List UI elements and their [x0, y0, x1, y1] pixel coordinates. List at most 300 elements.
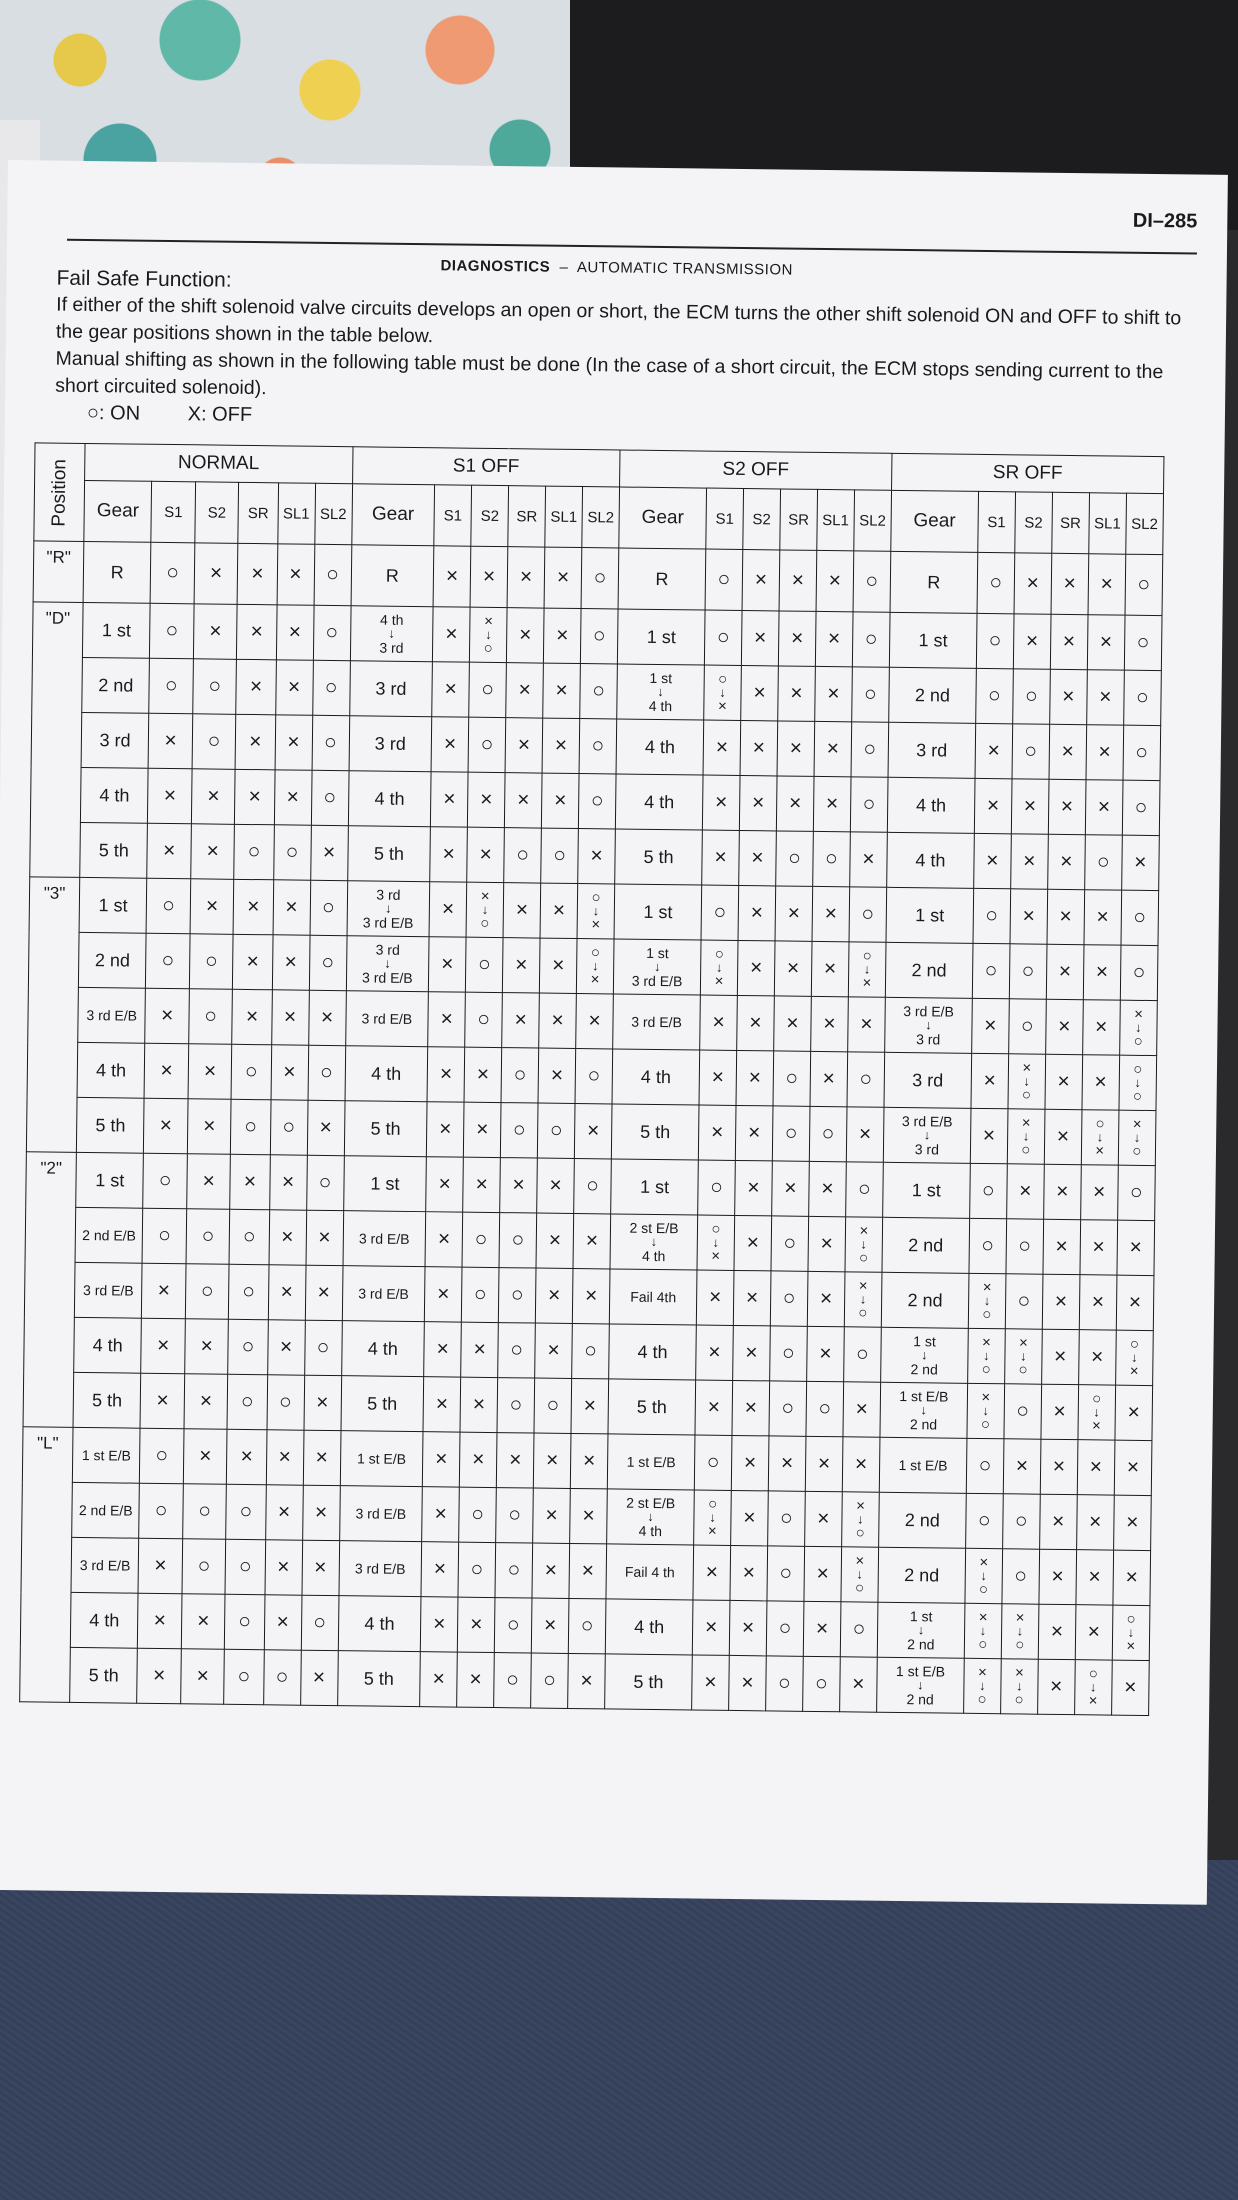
- solenoid-state-cell: ○: [1002, 1494, 1040, 1549]
- solenoid-state-cell: ×: [1088, 554, 1126, 615]
- solenoid-state-cell: ○: [1006, 1219, 1044, 1274]
- solenoid-state-cell: ×: [183, 1429, 227, 1485]
- solenoid-state-cell: ×: [144, 1098, 188, 1154]
- solenoid-state-cell: × ↓ ○: [1000, 1659, 1038, 1714]
- solenoid-state-cell: ×: [1085, 780, 1123, 835]
- solenoid-state-cell: ×: [850, 832, 888, 887]
- solenoid-state-cell: ×: [541, 773, 579, 828]
- solenoid-state-cell: ×: [740, 720, 778, 775]
- solenoid-state-cell: × ↓ ○: [963, 1658, 1001, 1713]
- solenoid-state-cell: ×: [308, 990, 346, 1045]
- solenoid-state-cell: ○: [568, 1598, 606, 1653]
- solenoid-state-cell: ○: [189, 934, 233, 990]
- solenoid-state-cell: ×: [1080, 1165, 1118, 1220]
- solenoid-state-cell: ○: [806, 1381, 844, 1436]
- solenoid-state-cell: ○: [770, 1326, 808, 1381]
- solenoid-state-cell: ×: [742, 550, 780, 611]
- solenoid-state-cell: ×: [531, 1598, 569, 1653]
- solenoid-state-cell: ×: [1039, 1494, 1077, 1549]
- solenoid-state-cell: ×: [235, 769, 275, 824]
- gear-cell: 1 st: [343, 1156, 426, 1212]
- solenoid-state-cell: ×: [423, 1432, 461, 1487]
- solenoid-state-cell: ○: [498, 1268, 536, 1323]
- solenoid-state-cell: ○ ↓ ×: [1081, 1110, 1119, 1165]
- solenoid-state-cell: ×: [540, 883, 578, 938]
- group-normal: NORMAL: [85, 443, 353, 483]
- solenoid-state-cell: ×: [185, 1319, 229, 1375]
- solenoid-state-cell: ×: [275, 715, 313, 770]
- solenoid-state-cell: ×: [302, 1540, 340, 1595]
- table-head: [34, 443, 1164, 555]
- solenoid-state-cell: ×: [1041, 1384, 1079, 1439]
- solenoid-state-cell: ×: [420, 1652, 458, 1707]
- solenoid-state-cell: ×: [505, 773, 543, 828]
- solenoid-state-cell: ○: [767, 1546, 805, 1601]
- solenoid-state-cell: ×: [741, 611, 779, 666]
- gear-cell: 4 th: [887, 832, 975, 888]
- solenoid-state-cell: ×: [696, 1270, 734, 1325]
- solenoid-state-cell: ×: [775, 886, 813, 941]
- solenoid-state-cell: ×: [734, 1215, 772, 1270]
- subheader-gear: Gear: [619, 487, 707, 549]
- subheader-gear: Gear: [891, 490, 979, 552]
- solenoid-state-cell: ×: [1011, 779, 1049, 834]
- solenoid-state-cell: ○: [469, 662, 507, 717]
- solenoid-state-cell: ×: [193, 604, 237, 660]
- solenoid-state-cell: ○: [853, 551, 891, 612]
- gear-cell: 1 st ↓ 2 nd: [877, 1602, 965, 1658]
- solenoid-state-cell: × ↓ ○: [466, 882, 504, 937]
- solenoid-state-cell: ×: [733, 1270, 771, 1325]
- solenoid-state-cell: ×: [304, 1375, 342, 1430]
- solenoid-state-cell: ×: [703, 720, 741, 775]
- solenoid-state-cell: ×: [468, 772, 506, 827]
- solenoid-state-cell: ×: [735, 1160, 773, 1215]
- gear-cell: 2 nd E/B: [72, 1482, 140, 1538]
- solenoid-state-cell: ○: [772, 1106, 810, 1161]
- solenoid-state-cell: ×: [537, 1158, 575, 1213]
- group-s2-off: S2 OFF: [620, 450, 892, 490]
- solenoid-state-cell: ×: [1082, 1055, 1120, 1110]
- manual-page: [0, 160, 1228, 1905]
- solenoid-state-cell: ○: [497, 1378, 535, 1433]
- solenoid-state-cell: ×: [768, 1436, 806, 1491]
- solenoid-state-cell: ○: [768, 1491, 806, 1546]
- subheader-s1: S1: [434, 485, 472, 546]
- solenoid-state-cell: ○: [231, 1044, 271, 1099]
- solenoid-state-cell: × ↓ ○: [1007, 1109, 1045, 1164]
- solenoid-state-cell: ×: [1011, 834, 1049, 889]
- solenoid-state-cell: ×: [1083, 945, 1121, 1000]
- solenoid-state-cell: ○: [773, 1051, 811, 1106]
- position-label: "R": [33, 541, 84, 603]
- solenoid-state-cell: ×: [424, 1322, 462, 1377]
- gear-cell: 4 th: [74, 1317, 142, 1373]
- solenoid-state-cell: ×: [500, 1158, 538, 1213]
- solenoid-state-cell: ×: [739, 775, 777, 830]
- solenoid-state-cell: ×: [505, 718, 543, 773]
- solenoid-state-cell: ○: [1120, 945, 1158, 1000]
- solenoid-state-cell: ×: [227, 1429, 267, 1484]
- solenoid-state-cell: ×: [1079, 1275, 1117, 1330]
- gear-cell: 3 rd: [888, 722, 976, 778]
- solenoid-state-cell: ×: [503, 938, 541, 993]
- solenoid-state-cell: ×: [840, 1657, 878, 1712]
- solenoid-state-cell: ○: [1004, 1384, 1042, 1439]
- solenoid-state-cell: ○ ↓ ×: [1112, 1605, 1150, 1660]
- gear-cell: 1 st E/B: [340, 1431, 423, 1487]
- legend-off: X: OFF: [187, 403, 253, 427]
- solenoid-state-cell: ×: [729, 1655, 767, 1710]
- solenoid-state-cell: ×: [236, 659, 276, 714]
- gear-cell: R: [890, 551, 978, 613]
- solenoid-state-cell: ○ ↓ ×: [700, 940, 738, 995]
- solenoid-state-cell: ○: [225, 1594, 265, 1649]
- solenoid-state-cell: ×: [735, 1105, 773, 1160]
- solenoid-state-cell: ×: [271, 990, 309, 1045]
- solenoid-state-cell: ×: [737, 940, 775, 995]
- gear-cell: 5 th: [70, 1647, 138, 1703]
- solenoid-state-cell: ×: [233, 879, 273, 934]
- solenoid-state-cell: ○: [701, 885, 739, 940]
- solenoid-state-cell: ×: [730, 1545, 768, 1600]
- solenoid-state-cell: ×: [464, 1102, 502, 1157]
- gear-cell: 5 th: [344, 1101, 427, 1157]
- subheader-s1: S1: [978, 491, 1016, 552]
- solenoid-state-cell: ×: [1039, 1549, 1077, 1604]
- solenoid-state-cell: ×: [692, 1655, 730, 1710]
- gear-cell: 4 th: [605, 1599, 693, 1655]
- gear-cell: 5 th: [611, 1104, 699, 1160]
- solenoid-state-cell: ×: [811, 996, 849, 1051]
- gear-cell: 3 rd E/B: [345, 991, 428, 1047]
- solenoid-state-cell: ×: [1117, 1220, 1155, 1275]
- subheader-s1: S1: [706, 488, 744, 549]
- solenoid-state-cell: ○ ↓ ×: [1115, 1330, 1153, 1385]
- solenoid-state-cell: ○: [313, 605, 351, 660]
- solenoid-state-cell: ○: [494, 1598, 532, 1653]
- solenoid-state-cell: ×: [539, 938, 577, 993]
- solenoid-state-cell: ×: [539, 993, 577, 1048]
- solenoid-state-cell: ○: [1009, 944, 1047, 999]
- solenoid-state-cell: ×: [235, 714, 275, 769]
- gear-cell: 1 st: [617, 609, 705, 665]
- solenoid-state-cell: ×: [423, 1377, 461, 1432]
- solenoid-state-cell: ×: [570, 1433, 608, 1488]
- solenoid-state-cell: ×: [307, 1100, 345, 1155]
- solenoid-state-cell: × ↓ ○: [844, 1272, 882, 1327]
- solenoid-state-cell: ×: [532, 1543, 570, 1598]
- solenoid-state-cell: ×: [265, 1540, 303, 1595]
- solenoid-state-cell: ×: [1050, 669, 1088, 724]
- subheader-sl1: SL1: [1089, 493, 1127, 554]
- solenoid-state-cell: ×: [1048, 779, 1086, 834]
- gear-cell: 2 nd: [78, 932, 146, 988]
- solenoid-state-cell: ×: [1086, 725, 1124, 780]
- solenoid-state-cell: ×: [972, 998, 1010, 1053]
- solenoid-state-cell: ○: [581, 548, 619, 609]
- solenoid-state-cell: ○: [309, 935, 347, 990]
- gear-cell: Fail 4th: [609, 1269, 697, 1325]
- gear-cell: 5 th: [615, 829, 703, 885]
- gear-cell: 4 th: [80, 767, 148, 823]
- solenoid-state-cell: ○: [192, 714, 236, 770]
- gear-cell: 1 st: [886, 887, 974, 943]
- solenoid-state-cell: ×: [461, 1322, 499, 1377]
- solenoid-state-cell: ×: [147, 823, 191, 879]
- solenoid-state-cell: ×: [842, 1437, 880, 1492]
- gear-cell: 2 nd: [879, 1492, 967, 1548]
- solenoid-state-cell: × ↓ ○: [1118, 1110, 1156, 1165]
- solenoid-state-cell: ×: [1084, 890, 1122, 945]
- solenoid-state-cell: ×: [731, 1435, 769, 1490]
- solenoid-state-cell: ×: [137, 1648, 181, 1704]
- solenoid-state-cell: ○: [1123, 670, 1161, 725]
- solenoid-state-cell: ○ ↓ ○: [1119, 1055, 1157, 1110]
- solenoid-state-cell: ×: [1006, 1164, 1044, 1219]
- solenoid-state-cell: ×: [729, 1600, 767, 1655]
- solenoid-state-cell: ×: [815, 666, 853, 721]
- solenoid-state-cell: ○: [227, 1374, 267, 1429]
- solenoid-state-cell: ○: [143, 1153, 187, 1209]
- solenoid-state-cell: ×: [429, 882, 467, 937]
- solenoid-state-cell: ×: [848, 997, 886, 1052]
- solenoid-state-cell: ○: [496, 1488, 534, 1543]
- gear-cell: 4 th: [348, 771, 431, 827]
- solenoid-state-cell: ×: [1115, 1385, 1153, 1440]
- gear-cell: 3 rd E/B: [339, 1486, 422, 1542]
- solenoid-state-cell: ×: [807, 1271, 845, 1326]
- gear-cell: R: [618, 548, 706, 610]
- subheader-s1: S1: [151, 481, 195, 543]
- solenoid-state-cell: ×: [816, 550, 854, 611]
- solenoid-state-cell: ×: [536, 1213, 574, 1268]
- solenoid-state-cell: ×: [1051, 553, 1089, 614]
- solenoid-state-cell: ○: [580, 609, 618, 664]
- gear-cell: 1 st: [82, 602, 150, 658]
- solenoid-state-cell: ×: [569, 1543, 607, 1598]
- solenoid-state-cell: ○: [977, 552, 1015, 613]
- gear-cell: 5 th: [80, 822, 148, 878]
- solenoid-state-cell: ○: [462, 1267, 500, 1322]
- solenoid-state-cell: ×: [974, 833, 1012, 888]
- solenoid-state-cell: ×: [459, 1432, 497, 1487]
- gear-cell: 1 st E/B ↓ 2 nd: [877, 1657, 965, 1713]
- subheader-sl1: SL1: [545, 486, 583, 547]
- solenoid-state-cell: ○: [970, 1163, 1008, 1218]
- solenoid-state-cell: ×: [814, 721, 852, 776]
- solenoid-state-cell: ○: [308, 1045, 346, 1100]
- solenoid-state-cell: ○: [267, 1375, 305, 1430]
- solenoid-state-cell: ○: [966, 1493, 1004, 1548]
- solenoid-state-cell: ○: [304, 1320, 342, 1375]
- gear-cell: 4 th ↓ 3 rd: [350, 606, 433, 662]
- gear-cell: 4 th: [612, 1049, 700, 1105]
- subheader-s2: S2: [743, 489, 781, 550]
- solenoid-state-cell: ×: [303, 1430, 341, 1485]
- solenoid-state-cell: ○: [574, 1158, 612, 1213]
- subheader-s2: S2: [471, 485, 509, 546]
- solenoid-state-cell: ×: [571, 1378, 609, 1433]
- group-s1-off: S1 OFF: [352, 447, 620, 487]
- solenoid-state-cell: ×: [702, 775, 740, 830]
- solenoid-state-cell: ○: [183, 1484, 227, 1540]
- solenoid-state-cell: ○: [312, 660, 350, 715]
- solenoid-state-cell: ○: [844, 1327, 882, 1382]
- solenoid-state-cell: ○: [273, 825, 311, 880]
- solenoid-state-cell: ○ ↓ ×: [848, 942, 886, 997]
- solenoid-state-cell: ×: [277, 544, 315, 605]
- solenoid-state-cell: ×: [731, 1490, 769, 1545]
- solenoid-state-cell: ×: [700, 995, 738, 1050]
- solenoid-state-cell: ×: [576, 994, 614, 1049]
- solenoid-state-cell: ×: [572, 1268, 610, 1323]
- solenoid-state-cell: ×: [431, 772, 469, 827]
- solenoid-state-cell: ×: [432, 662, 470, 717]
- gear-cell: Fail 4 th: [606, 1544, 694, 1600]
- solenoid-state-cell: ×: [732, 1380, 770, 1435]
- solenoid-state-cell: ×: [421, 1597, 459, 1652]
- solenoid-state-cell: ×: [148, 768, 192, 824]
- solenoid-state-cell: ○: [185, 1264, 229, 1320]
- subheader-sl2: SL2: [1126, 493, 1164, 554]
- solenoid-state-cell: ×: [503, 883, 541, 938]
- gear-cell: 5 th: [605, 1654, 693, 1710]
- solenoid-state-cell: ○: [1012, 724, 1050, 779]
- solenoid-state-cell: ×: [1042, 1274, 1080, 1329]
- solenoid-state-cell: ×: [846, 1107, 884, 1162]
- solenoid-state-cell: ×: [142, 1263, 186, 1319]
- gear-cell: 4 th: [887, 777, 975, 833]
- solenoid-state-cell: ×: [1050, 614, 1088, 669]
- solenoid-state-cell: ×: [975, 723, 1013, 778]
- solenoid-state-cell: ○: [139, 1483, 183, 1539]
- solenoid-state-cell: ○: [462, 1212, 500, 1267]
- solenoid-state-cell: ○: [310, 880, 348, 935]
- solenoid-state-cell: ×: [777, 721, 815, 776]
- solenoid-state-cell: ×: [809, 1161, 847, 1216]
- gear-cell: 2 nd: [882, 1217, 970, 1273]
- gear-cell: 2 nd: [878, 1547, 966, 1603]
- solenoid-state-cell: ○: [498, 1323, 536, 1378]
- gear-cell: 1 st ↓ 4 th: [617, 664, 705, 720]
- solenoid-state-cell: ×: [194, 543, 238, 605]
- solenoid-state-cell: ×: [805, 1436, 843, 1491]
- solenoid-state-cell: ○: [698, 1160, 736, 1215]
- solenoid-state-cell: ×: [568, 1653, 606, 1708]
- solenoid-state-cell: ×: [1077, 1440, 1115, 1495]
- solenoid-state-cell: ×: [1075, 1605, 1113, 1660]
- gear-cell: 2 nd E/B: [75, 1207, 143, 1263]
- gear-cell: 2 st E/B ↓ 4 th: [610, 1214, 698, 1270]
- solenoid-state-cell: ×: [1082, 1000, 1120, 1055]
- fail-safe-table: [19, 442, 1164, 1716]
- gear-cell: 5 th: [608, 1379, 696, 1435]
- solenoid-state-cell: ○: [1125, 554, 1163, 615]
- section-header-left: DIAGNOSTICS: [440, 257, 551, 276]
- solenoid-state-cell: ×: [144, 1043, 188, 1099]
- solenoid-state-cell: ○: [494, 1653, 532, 1708]
- solenoid-state-cell: ○: [849, 887, 887, 942]
- solenoid-state-cell: ○: [803, 1656, 841, 1711]
- solenoid-state-cell: ×: [570, 1488, 608, 1543]
- solenoid-state-cell: × ↓ ○: [842, 1492, 880, 1547]
- solenoid-state-cell: ×: [1113, 1550, 1151, 1605]
- gear-cell: 3 rd E/B: [342, 1266, 425, 1322]
- solenoid-state-cell: ○ ↓ ×: [694, 1490, 732, 1545]
- subheader-gear: Gear: [84, 480, 152, 542]
- gear-cell: 4 th: [616, 719, 704, 775]
- solenoid-state-cell: ○ ↓ ×: [576, 939, 614, 994]
- solenoid-state-cell: ×: [533, 1433, 571, 1488]
- gear-cell: 3 rd E/B: [613, 994, 701, 1050]
- gear-cell: 5 th: [347, 826, 430, 882]
- position-label: "L": [20, 1427, 73, 1703]
- solenoid-state-cell: ×: [1078, 1330, 1116, 1385]
- position-label: "2": [23, 1152, 76, 1428]
- gear-cell: 3 rd E/B ↓ 3 rd: [883, 1107, 971, 1163]
- solenoid-state-cell: ○: [270, 1100, 308, 1155]
- subheader-sl1: SL1: [277, 483, 315, 544]
- solenoid-state-cell: ○: [1005, 1274, 1043, 1329]
- solenoid-state-cell: ×: [535, 1323, 573, 1378]
- solenoid-state-cell: ○: [776, 831, 814, 886]
- solenoid-state-cell: ×: [506, 663, 544, 718]
- solenoid-state-cell: ○: [226, 1484, 266, 1539]
- solenoid-state-cell: ×: [1014, 553, 1052, 614]
- solenoid-state-cell: ○: [466, 937, 504, 992]
- solenoid-state-cell: ×: [813, 776, 851, 831]
- solenoid-state-cell: ×: [693, 1545, 731, 1600]
- gear-cell: 1 st E/B: [607, 1434, 695, 1490]
- solenoid-state-cell: ○: [301, 1595, 339, 1650]
- solenoid-state-cell: ×: [1086, 670, 1124, 725]
- solenoid-state-cell: ×: [463, 1157, 501, 1212]
- solenoid-state-cell: ×: [306, 1210, 344, 1265]
- solenoid-state-cell: ×: [264, 1595, 302, 1650]
- solenoid-state-cell: ○: [147, 878, 191, 934]
- subheader-sr: SR: [238, 482, 278, 543]
- solenoid-state-cell: ○: [1124, 615, 1162, 670]
- solenoid-state-cell: ×: [145, 988, 189, 1044]
- solenoid-state-cell: ○: [189, 989, 233, 1045]
- solenoid-state-cell: ×: [544, 608, 582, 663]
- gear-cell: 3 rd E/B: [343, 1211, 426, 1267]
- solenoid-state-cell: ×: [971, 1053, 1009, 1108]
- solenoid-state-cell: ×: [774, 941, 812, 996]
- subheader-sl2: SL2: [314, 483, 352, 544]
- solenoid-state-cell: ×: [803, 1601, 841, 1656]
- solenoid-state-cell: ×: [188, 1044, 232, 1100]
- solenoid-state-cell: ×: [138, 1538, 182, 1594]
- gear-cell: 5 th: [337, 1651, 420, 1707]
- solenoid-state-cell: ×: [272, 935, 310, 990]
- solenoid-state-cell: ×: [1047, 889, 1085, 944]
- solenoid-state-cell: ×: [431, 717, 469, 772]
- solenoid-state-cell: ×: [302, 1485, 340, 1540]
- gear-cell: 2 st E/B ↓ 4 th: [607, 1489, 695, 1545]
- solenoid-state-cell: ○: [813, 831, 851, 886]
- solenoid-state-cell: ○: [193, 659, 237, 715]
- solenoid-state-cell: ×: [1076, 1495, 1114, 1550]
- solenoid-state-cell: ○: [969, 1218, 1007, 1273]
- solenoid-state-cell: ×: [457, 1597, 495, 1652]
- solenoid-state-cell: ○: [572, 1323, 610, 1378]
- gear-cell: 3 rd: [349, 661, 432, 717]
- solenoid-state-cell: ○: [531, 1653, 569, 1708]
- solenoid-state-cell: ○: [850, 777, 888, 832]
- solenoid-state-cell: ○: [234, 824, 274, 879]
